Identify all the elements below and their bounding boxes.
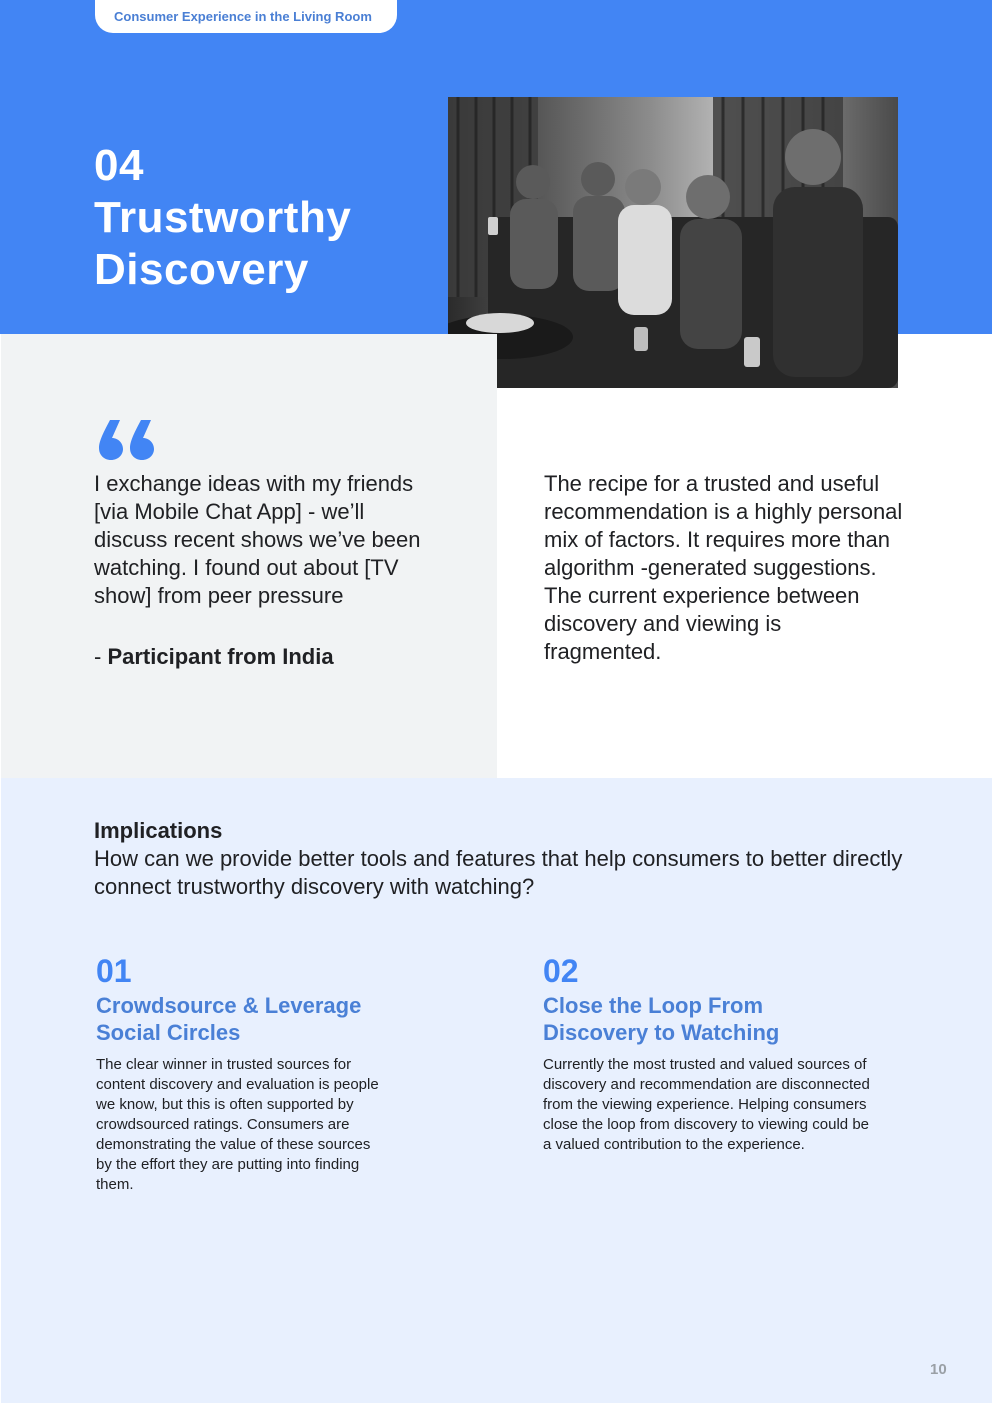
page-title <box>94 140 351 296</box>
implications-heading: Implications <box>94 818 223 843</box>
implication-item <box>96 952 456 1195</box>
implication-item <box>543 952 903 1155</box>
attribution-name: Participant from India <box>107 644 334 669</box>
title-line-2: Discovery <box>94 245 309 294</box>
implication-body: Currently the most trusted and valued sources of discovery and recommendation are disconnected from the viewing experience. Helping consumers close the loop from discovery to viewing could be a valued contribution to the experience. <box>543 1056 870 1153</box>
implication-title: Crowdsource & Leverage Social Circles <box>96 993 362 1045</box>
quote-attribution <box>94 643 334 671</box>
friends-watching-tv-photo <box>448 97 898 388</box>
document-section-tab <box>95 0 397 33</box>
participant-quote: I exchange ideas with my friends [via Mobile Chat App] - we’ll discuss recent shows we’ve been watching. I found out about [TV show] from peer pressure <box>94 471 421 608</box>
title-line-1: Trustworthy <box>94 193 352 242</box>
implication-number: 01 <box>96 953 132 989</box>
implications-question: How can we provide better tools and features that help consumers to better directly connect trustworthy discovery with watching? <box>94 846 903 899</box>
quotation-mark-icon <box>98 418 158 460</box>
implication-title: Close the Loop From Discovery to Watching <box>543 993 780 1045</box>
title-number: 04 <box>94 141 144 190</box>
page-number: 10 <box>930 1361 947 1378</box>
implication-body: The clear winner in trusted sources for content discovery and evaluation is people we know, but this is often supported by crowdsourced ratings. Consumers are demonstrating the value of these sources by the effort they are putting into finding them. <box>96 1056 379 1193</box>
implication-number: 02 <box>543 953 579 989</box>
section-tab-label: Consumer Experience in the Living Room <box>114 9 372 24</box>
attribution-prefix: - <box>94 644 108 669</box>
key-statement: The recipe for a trusted and useful recommendation is a highly personal mix of factors. It requires more than algorithm -generated suggestions. The current experience between discovery and viewing is fragmented. <box>544 471 903 664</box>
